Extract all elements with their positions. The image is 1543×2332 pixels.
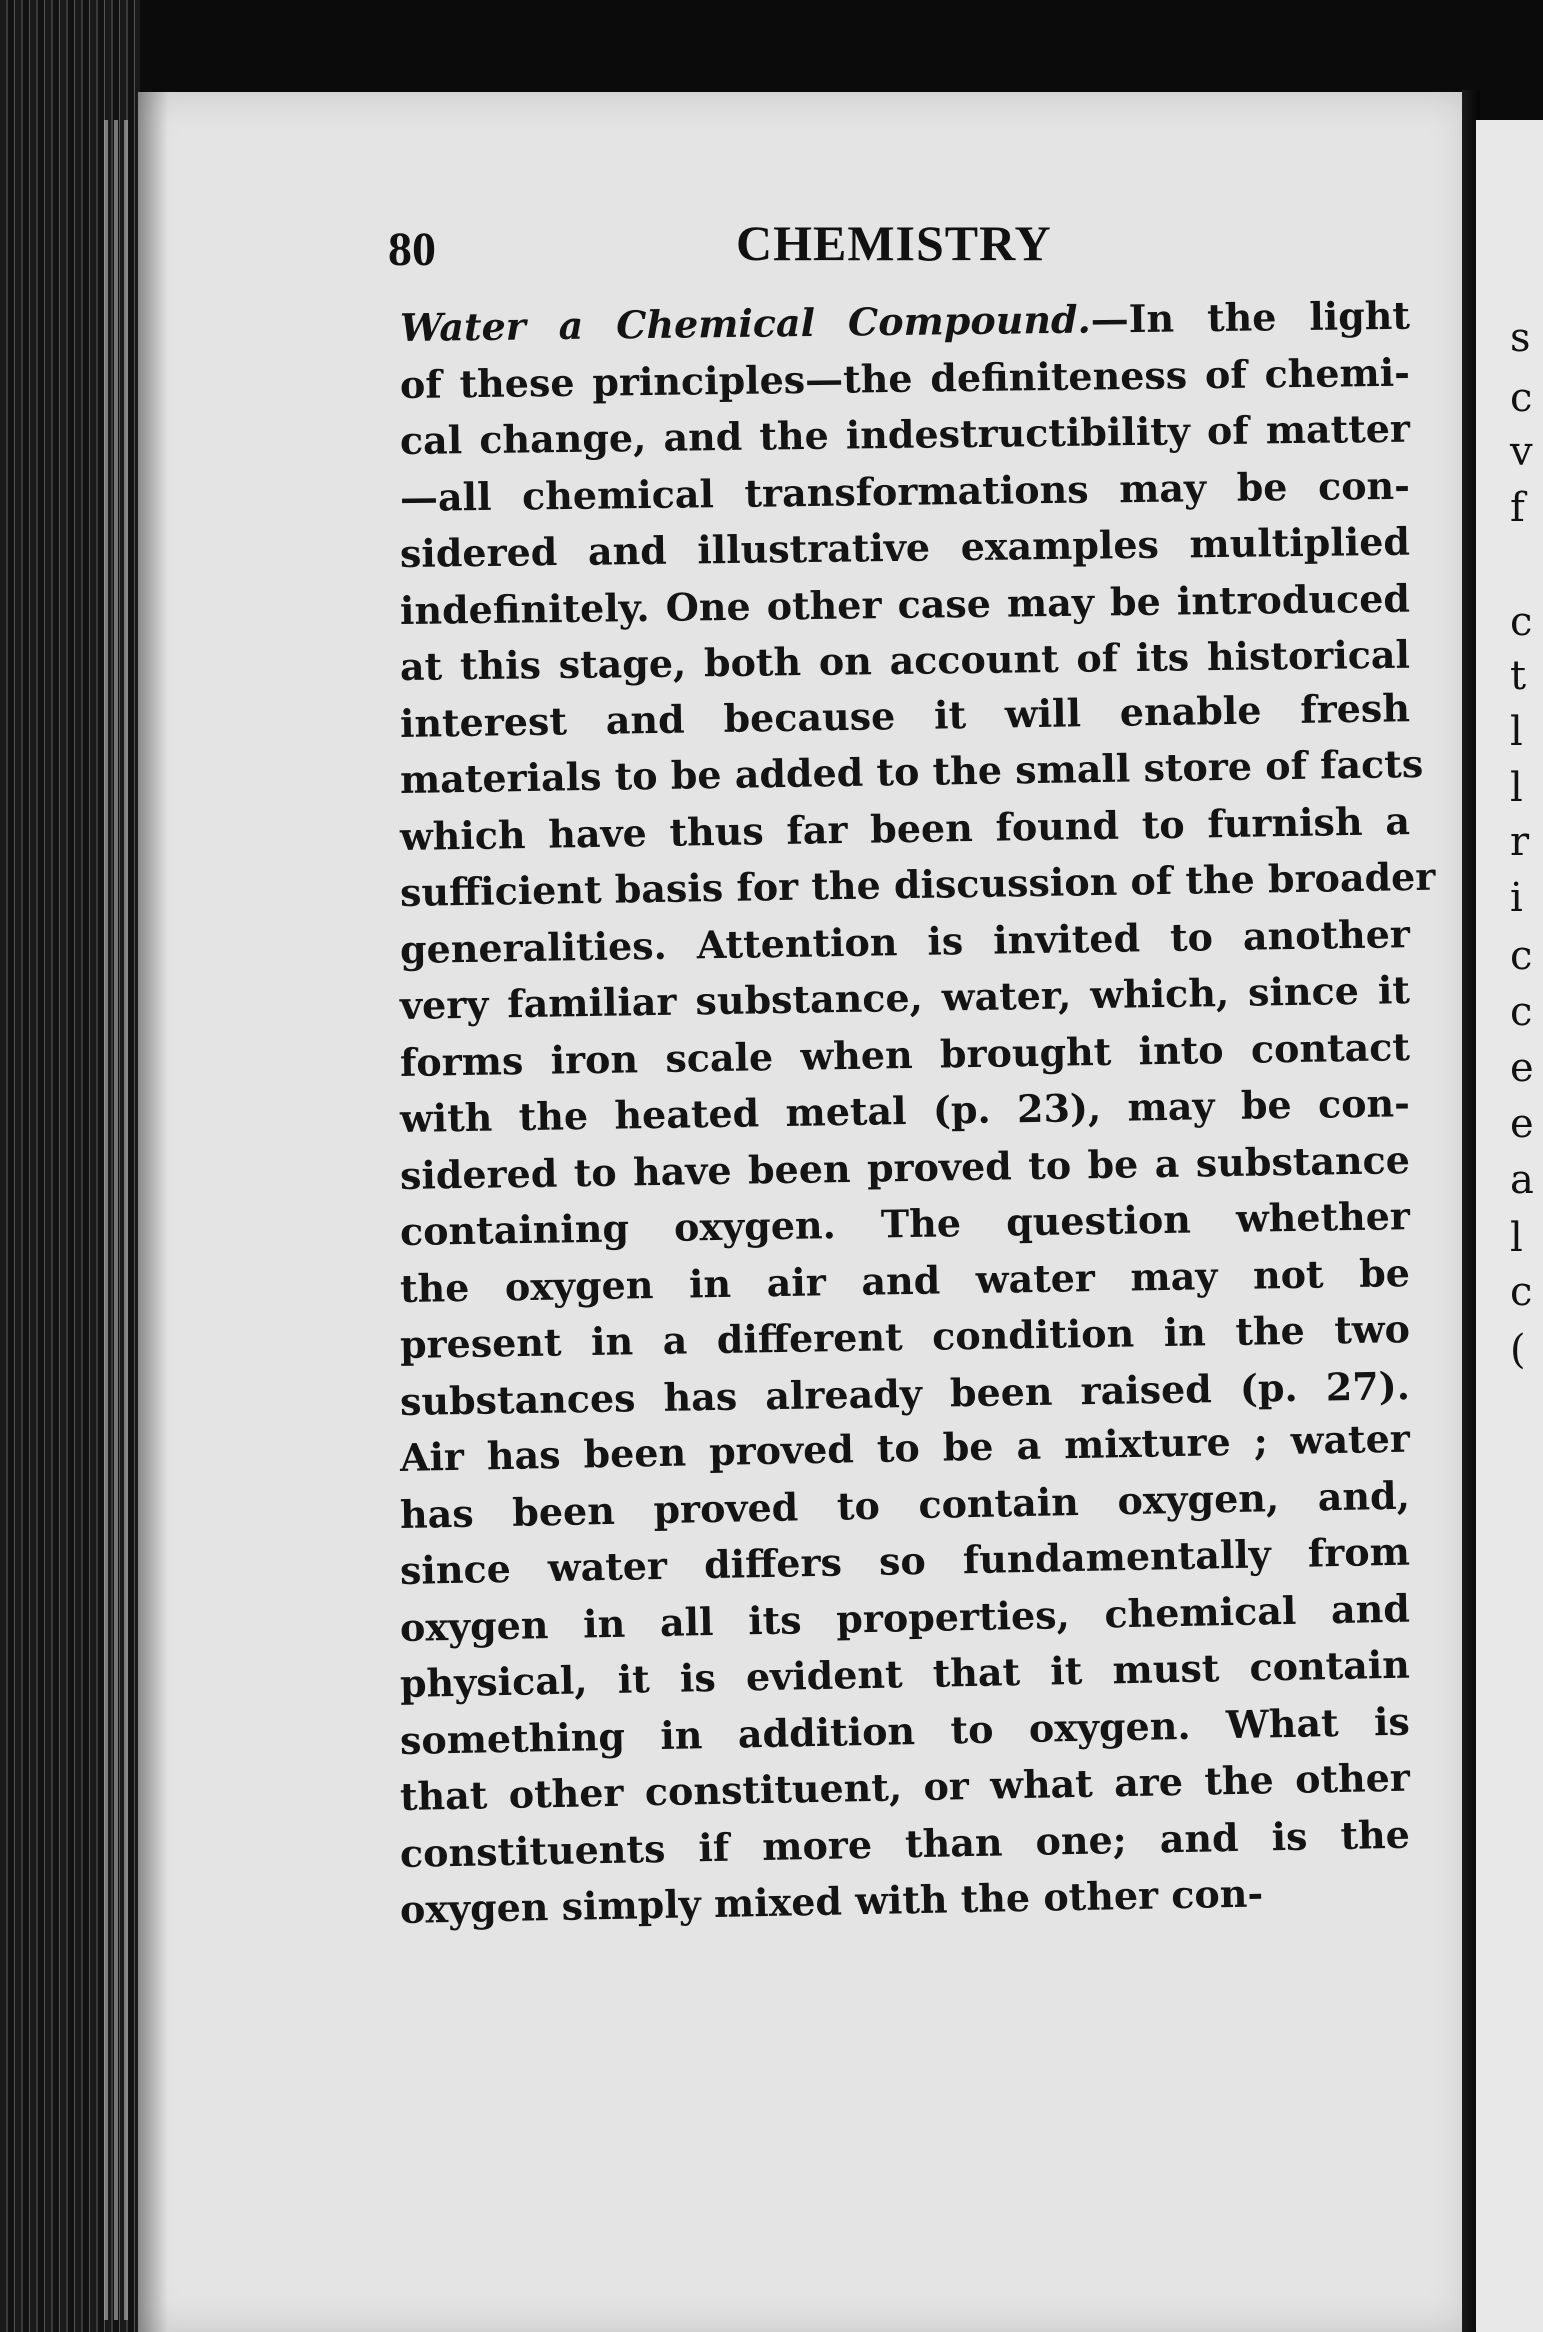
facing-page-glyph: f [1510, 485, 1525, 531]
text-line: sidered to have been proved to be a substance [399, 1136, 1411, 1198]
text-line: materials to be added to the small store of facts [399, 740, 1424, 802]
text-line: Air has been proved to be a mixture ; water [399, 1415, 1411, 1480]
body-paragraph [399, 292, 1436, 1939]
facing-page-glyph: l [1510, 1215, 1523, 1261]
running-head: CHEMISTRY [736, 215, 1052, 271]
facing-page-glyph: v [1510, 429, 1533, 475]
facing-page-glyph: ( [1510, 1327, 1526, 1373]
facing-page-glyph: e [1510, 1101, 1534, 1147]
text-line: indefinitely. One other case may be introduced [399, 575, 1411, 633]
text-line: very familiar substance, water, which, since it [399, 967, 1411, 1028]
text-line: —all chemical transformations may be con- [399, 462, 1411, 520]
page-number: 80 [388, 223, 436, 276]
text-line: interest and because it will enable fresh [399, 684, 1411, 746]
facing-page-glyph: c [1510, 599, 1533, 645]
facing-page-glyph: i [1510, 875, 1523, 921]
text-line: at this stage, both on account of its historical [399, 631, 1411, 689]
text-line: substances has already been raised (p. 27). [399, 1362, 1411, 1424]
text-line: physical, it is evident that it must contain [399, 1641, 1411, 1706]
facing-page-glyph: a [1510, 1157, 1534, 1203]
text-line-last: oxygen simply mixed with the other con- [399, 1870, 1264, 1932]
facing-page-glyph: c [1510, 989, 1533, 1035]
text-line-1-rest: —In the light [1090, 292, 1411, 342]
book-binding-edge [0, 0, 140, 2332]
text-line: since water differs so fundamentally from [399, 1528, 1411, 1593]
facing-page-glyph: c [1510, 1269, 1533, 1315]
section-heading: Water a Chemical Compound. [399, 296, 1091, 350]
text-line: that other constituent, or what are the other [399, 1754, 1411, 1819]
facing-page-glyph: l [1510, 765, 1523, 811]
text-line: cal change, and the indestructibility of matter [399, 405, 1411, 463]
facing-page-glyph: r [1510, 819, 1530, 865]
text-line: with the heated metal (p. 23), may be con- [399, 1080, 1411, 1141]
page-edge-strip [104, 120, 108, 2320]
text-line: which have thus far been found to furnish a [399, 797, 1411, 859]
text-line: has been proved to contain oxygen, and, [399, 1472, 1411, 1537]
facing-page-glyph: t [1510, 653, 1527, 699]
text-line: sidered and illustrative examples multiplied [399, 518, 1411, 576]
facing-page-glyph: c [1510, 375, 1533, 421]
facing-page-glyph: c [1510, 933, 1533, 979]
facing-page-glyph: e [1510, 1045, 1534, 1091]
page-edge-strip [114, 120, 118, 2320]
text-line: containing oxygen. The question whether [399, 1193, 1411, 1254]
facing-page-glyph: s [1510, 315, 1531, 361]
text-line: oxygen in all its properties, chemical and [399, 1585, 1411, 1650]
facing-page-glyph: l [1510, 709, 1523, 755]
page-edge-strip [124, 120, 128, 2320]
text-line: something in addition to oxygen. What is [399, 1698, 1411, 1763]
text-line: present in a different condition in the two [399, 1306, 1411, 1367]
text-line: constituents if more than one; and is the [399, 1811, 1411, 1876]
page-gutter-shadow [138, 92, 168, 2332]
text-line: forms iron scale when brought into contact [399, 1023, 1411, 1085]
text-line: sufficient basis for the discussion of the broader [399, 853, 1436, 915]
text-line: generalities. Attention is invited to another [399, 910, 1411, 972]
text-line: of these principles—the definiteness of chemi- [399, 349, 1411, 407]
text-line: the oxygen in air and water may not be [399, 1249, 1411, 1311]
